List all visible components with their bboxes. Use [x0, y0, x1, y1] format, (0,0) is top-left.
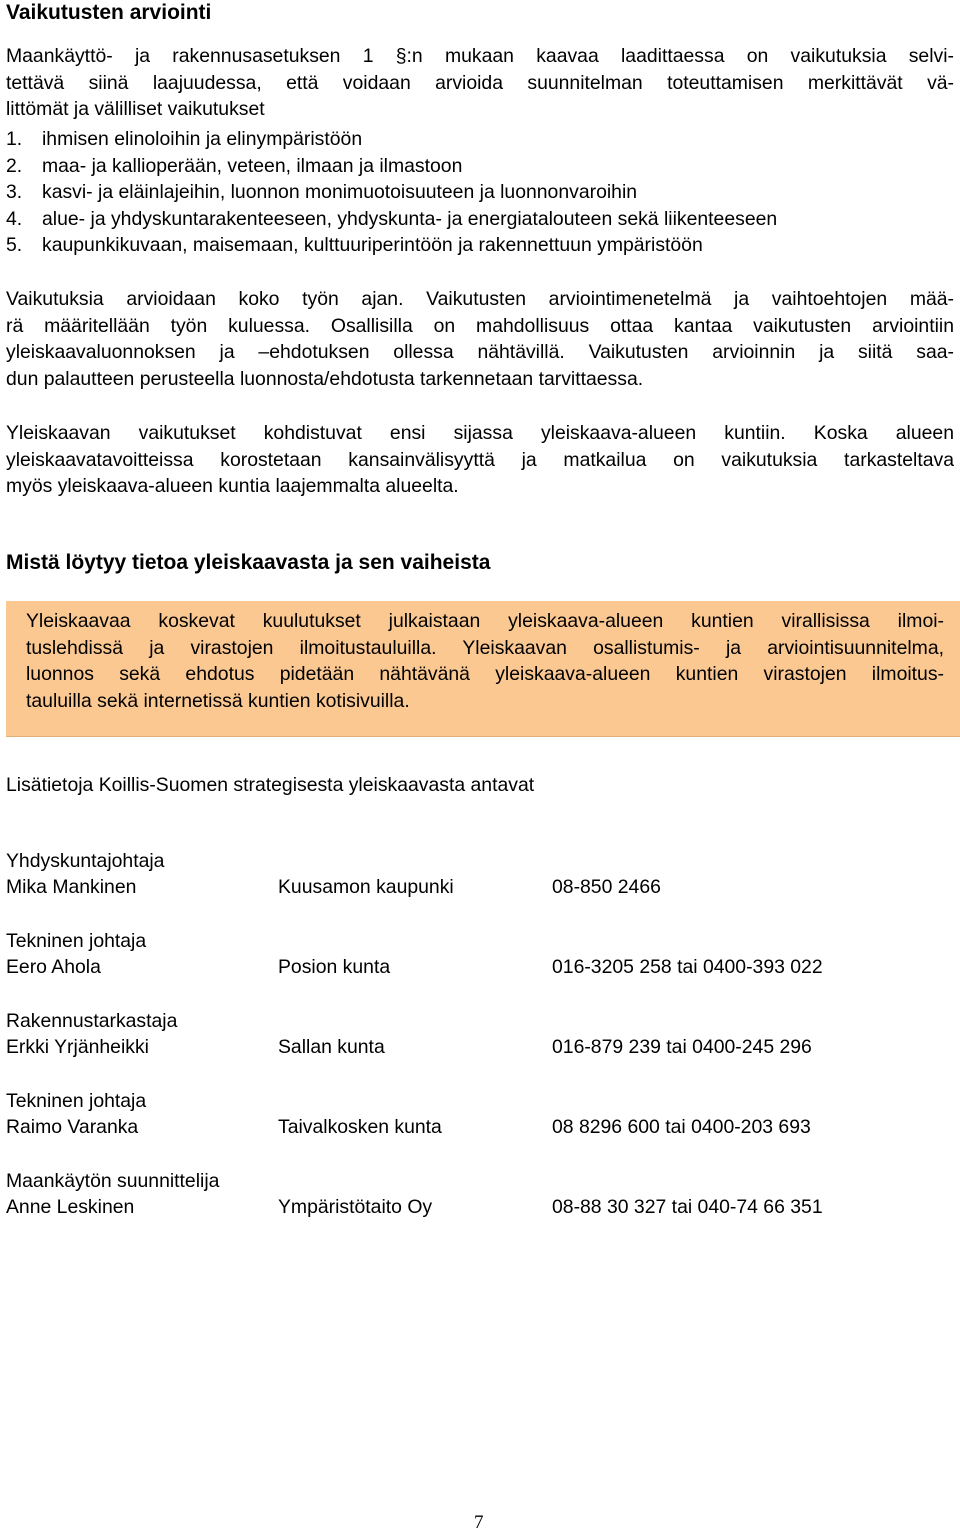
intro-line: tettävä siinä laajuudessa, että voidaan arvioida suunnitelman toteuttamisen merkittävät vä-	[6, 71, 954, 94]
contact-entry	[6, 848, 954, 928]
contact-row	[6, 954, 954, 980]
contact-role: Maankäytön suunnittelija	[6, 1170, 220, 1192]
contact-phone: 016-3205 258 tai 0400-393 022	[552, 956, 823, 978]
info-line: tuslehdissä ja virastojen ilmoitustauluilla. Yleiskaavan osallistumis- ja arviointisuunnitelma,	[26, 636, 944, 659]
contact-role: Rakennustarkastaja	[6, 1010, 178, 1032]
contact-organization: Taivalkosken kunta	[278, 1116, 442, 1138]
impact-list	[6, 126, 954, 259]
paragraph-line: rä määritellään työn kuluessa. Osallisilla on mahdollisuus ottaa kantaa vaikutusten arviointiin	[6, 314, 954, 337]
paragraph-line: Vaikutuksia arvioidaan koko työn ajan. Vaikutusten arviointimenetelmä ja vaihtoehtojen mää-	[6, 288, 954, 310]
contact-name: Eero Ahola	[6, 956, 101, 978]
contact-row	[6, 1034, 954, 1060]
contact-organization: Posion kunta	[278, 956, 391, 978]
intro-line: Maankäyttö- ja rakennusasetuksen 1 §:n mukaan kaavaa laadittaessa on vaikutuksia selvi-	[6, 45, 954, 67]
assessment-paragraph	[6, 286, 954, 392]
contact-phone: 08 8296 600 tai 0400-203 693	[552, 1116, 811, 1138]
contacts-intro: Lisätietoja Koillis-Suomen strategisesta yleiskaavasta antavat	[6, 774, 535, 796]
page-number: 7	[474, 1512, 484, 1533]
contact-organization: Sallan kunta	[278, 1036, 385, 1058]
contact-organization: Kuusamon kaupunki	[278, 876, 454, 898]
contact-organization: Ympäristötaito Oy	[278, 1196, 433, 1218]
section-title-impact-assessment: Vaikutusten arviointi	[6, 1, 212, 24]
contact-entry	[6, 1088, 954, 1168]
contact-role: Yhdyskuntajohtaja	[6, 850, 165, 872]
contact-phone: 08-88 30 327 tai 040-74 66 351	[552, 1196, 823, 1218]
intro-paragraph	[6, 43, 954, 123]
contact-row	[6, 1194, 954, 1220]
contact-role: Tekninen johtaja	[6, 1090, 147, 1112]
contact-entry	[6, 1168, 954, 1248]
intro-line: littömät ja välilliset vaikutukset	[6, 98, 265, 120]
list-item: 4. alue- ja yhdyskuntarakenteeseen, yhdyskunta- ja energiatalouteen sekä liikenteeseen	[6, 207, 778, 230]
info-box	[6, 601, 960, 737]
list-item: 2. maa- ja kallioperään, veteen, ilmaan ja ilmastoon	[6, 154, 463, 177]
paragraph-line: dun palautteen perusteella luonnosta/ehdotusta tarkennetaan tarvittaessa.	[6, 367, 644, 390]
paragraph-line: myös yleiskaava-alueen kuntia laajemmalta alueelta.	[6, 475, 459, 497]
paragraph-line: Yleiskaavan vaikutukset kohdistuvat ensi sijassa yleiskaava-alueen kuntiin. Koska alueen	[6, 422, 954, 444]
contact-name: Mika Mankinen	[6, 876, 137, 898]
contact-entry	[6, 928, 954, 1008]
contact-phone: 08-850 2466	[552, 876, 661, 898]
info-line: luonnos sekä ehdotus pidetään nähtävänä yleiskaava-alueen kuntien virastojen ilmoitus-	[26, 663, 944, 685]
list-item: 3. kasvi- ja eläinlajeihin, luonnon monimuotoisuuteen ja luonnonvaroihin	[6, 181, 638, 203]
info-box-text	[26, 608, 944, 714]
contact-name: Erkki Yrjänheikki	[6, 1036, 149, 1058]
contacts-list	[6, 848, 954, 1248]
contact-row	[6, 874, 954, 900]
contact-role: Tekninen johtaja	[6, 930, 147, 952]
paragraph-line: yleiskaavatavoitteissa korostetaan kansainvälisyyttä ja matkailua on vaikutuksia tarkasteltava	[6, 448, 954, 471]
info-line: tauluilla sekä internetissä kuntien kotisivuilla.	[26, 689, 410, 712]
info-line: Yleiskaavaa koskevat kuulutukset julkaistaan yleiskaava-alueen kuntien virallisissa ilmoi-	[26, 610, 944, 632]
contact-name: Anne Leskinen	[6, 1196, 135, 1218]
contact-row	[6, 1114, 954, 1140]
contact-name: Raimo Varanka	[6, 1116, 139, 1138]
contact-entry	[6, 1008, 954, 1088]
list-item: 5. kaupunkikuvaan, maisemaan, kulttuuriperintöön ja rakennettuun ympäristöön	[6, 234, 703, 256]
contact-phone: 016-879 239 tai 0400-245 296	[552, 1036, 812, 1058]
municipalities-paragraph	[6, 420, 954, 500]
list-item: 1. ihmisen elinoloihin ja elinympäristöön	[6, 128, 363, 150]
section-title-information: Mistä löytyy tietoa yleiskaavasta ja sen vaiheista	[6, 551, 491, 574]
paragraph-line: yleiskaavaluonnoksen ja –ehdotuksen ollessa nähtävillä. Vaikutusten arvioinnin ja siitä saa-	[6, 341, 954, 363]
